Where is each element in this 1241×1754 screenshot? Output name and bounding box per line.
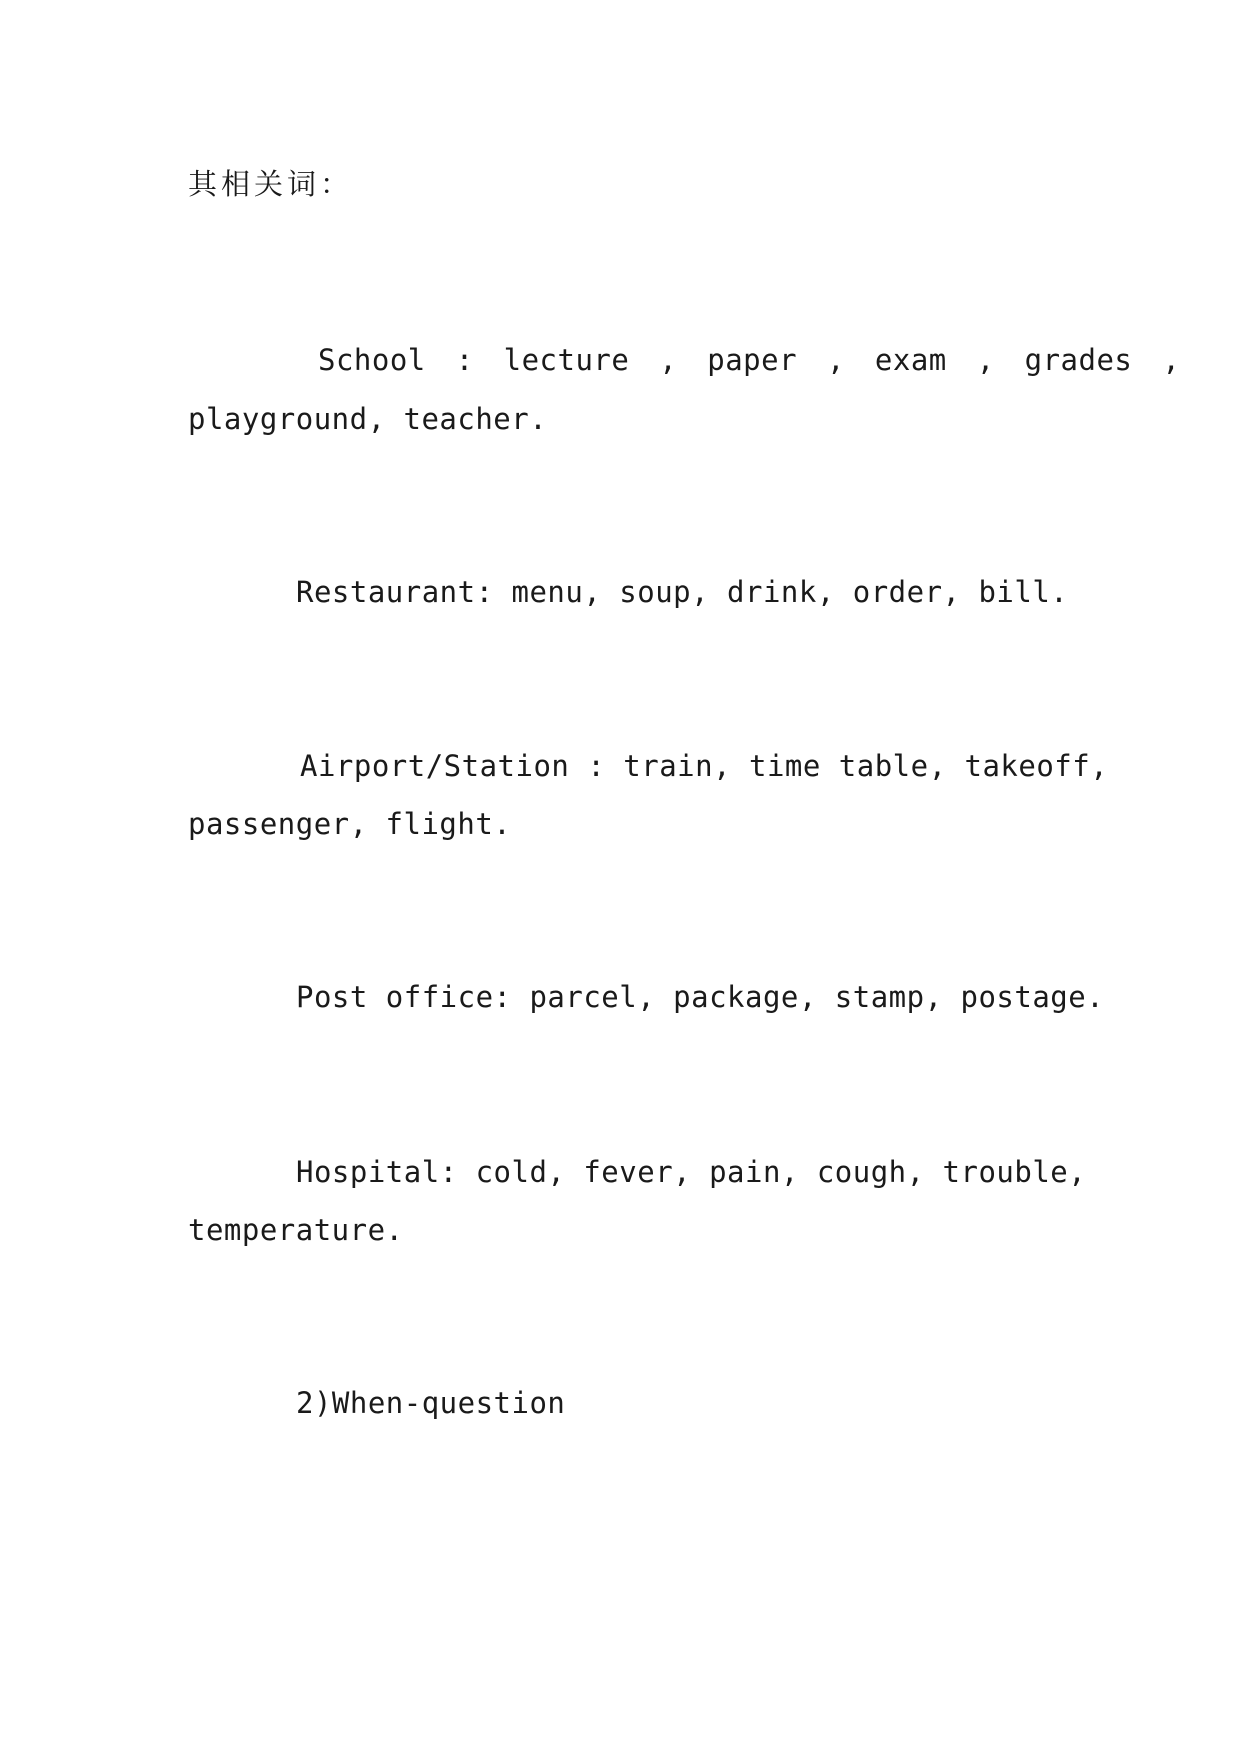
paragraph-post-office: Post office: parcel, package, stamp, postage. <box>296 980 1105 1014</box>
paragraph-airport-line-1: Airport/Station : train, time table, takeoff, <box>300 749 1109 783</box>
paragraph-when-question: 2)When-question <box>296 1386 566 1420</box>
paragraph-airport-line-2: passenger, flight. <box>188 807 512 841</box>
paragraph-school-line-2: playground, teacher. <box>188 402 548 436</box>
paragraph-hospital-line-2: temperature. <box>188 1213 404 1247</box>
paragraph-hospital-line-1: Hospital: cold, fever, pain, cough, trouble, <box>296 1155 1087 1189</box>
section-heading: 其相关词： <box>188 167 354 201</box>
paragraph-restaurant: Restaurant: menu, soup, drink, order, bill. <box>296 575 1069 609</box>
paragraph-school-line-1: School : lecture , paper , exam , grades , <box>318 343 1181 377</box>
